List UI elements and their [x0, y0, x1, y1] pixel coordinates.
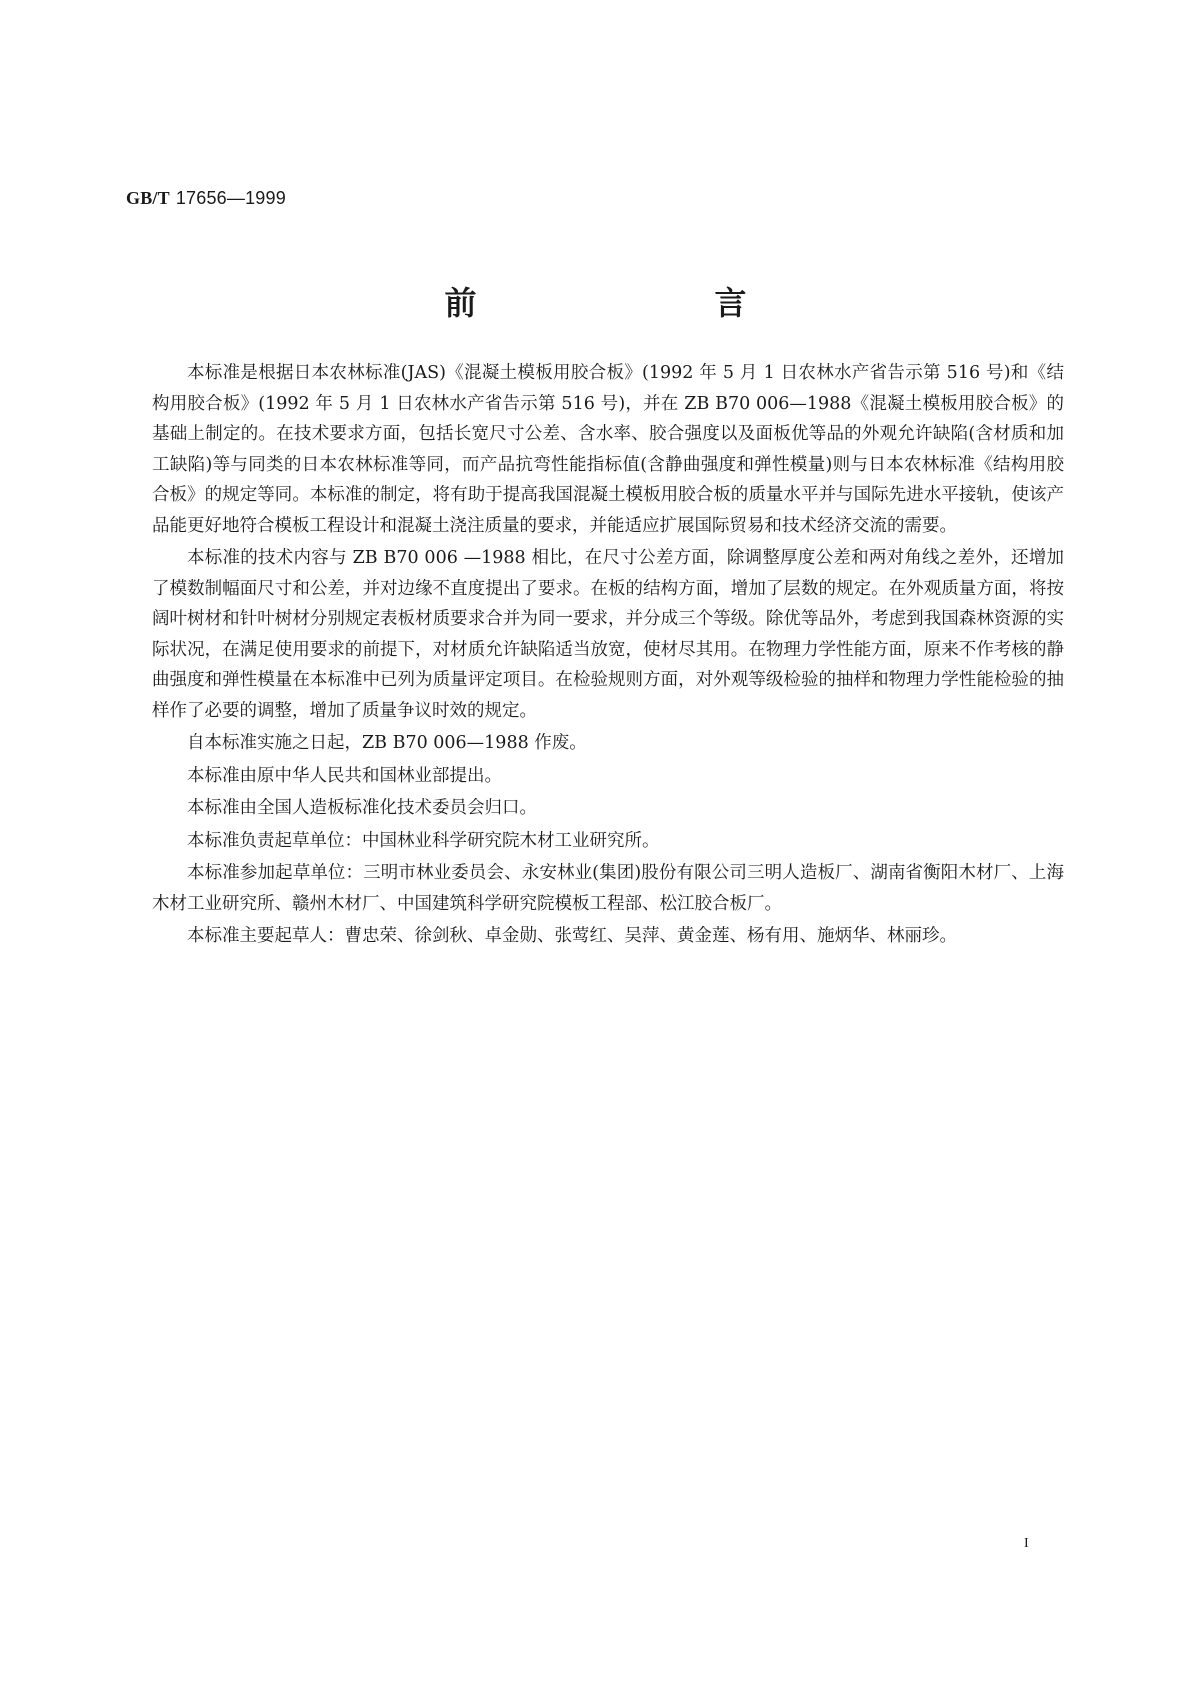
paragraph-main-drafters: 本标准主要起草人：曹忠荣、徐剑秋、卓金勋、张莺红、吴萍、黄金莲、杨有用、施炳华、林丽珍。: [187, 926, 957, 946]
paragraph-committee: 本标准由全国人造板标准化技术委员会归口。: [187, 798, 537, 818]
standard-code-number: 17656—1999: [175, 188, 286, 208]
paragraph-proposer: 本标准由原中华人民共和国林业部提出。: [187, 765, 502, 786]
paragraph-lead-drafter: 本标准负责起草单位：中国林业科学研究院木材工业研究所。: [187, 830, 660, 851]
standard-code: [126, 188, 286, 209]
foreword-body: [152, 358, 1064, 954]
paragraph-participating-drafters: 本标准参加起草单位：三明市林业委员会、永安林业(集团)股份有限公司三明人造板厂、湖南省衡阳木材厂、上海木材工业研究所、赣州木材厂、中国建筑科学研究院模板工程部、松江胶合板厂。: [152, 863, 1064, 914]
standard-code-prefix: GB/T: [126, 188, 170, 208]
paragraph-changes: 本标准的技术内容与 ZB B70 006 —1988 相比，在尺寸公差方面，除调整厚度公差和两对角线之差外，还增加了模数制幅面尺寸和公差，并对边缘不直度提出了要求。在板的结构方面，增加了层数的规定。在外观质量方面，将按阔叶树材和针叶树材分别规定表板材质要求合并为同一要求，并分成三个等级。除优等品外，考虑到我国森林资源的实际状况，在满足使用要求的前提下，对材质允许缺陷适当放宽，使材尽其用。在物理力学性能方面，原来不作考核的静曲强度和弹性模量在本标准中已列为质量评定项目。在检验规则方面，对外观等级检验的抽样和物理力学性能检验的抽样作了必要的调整，增加了质量争议时效的规定。: [152, 548, 1064, 721]
page-title: 前 言: [444, 284, 805, 322]
page-number: I: [1024, 1536, 1029, 1551]
paragraph-basis: 本标准是根据日本农林标准(JAS)《混凝土模板用胶合板》(1992 年 5 月 1 日农林水产省告示第 516 号)和《结构用胶合板》(1992 年 5 月 1 日农林水产省告示第 516 号)，并在 ZB B70 006—1988《混凝土模板用胶合板》的基础上制定的。在技术要求方面，包括长宽尺寸公差、含水率、胶合强度以及面板优等品的外观允许缺陷(含材质和加工缺陷)等与同类的日本农林标准等同，而产品抗弯性能指标值(含静曲强度和弹性模量)则与日本农林标准《结构用胶合板》的规定等同。本标准的制定，将有助于提高我国混凝土模板用胶合板的质量水平并与国际先进水平接轨，使该产品能更好地符合模板工程设计和混凝土浇注质量的要求，并能适应扩展国际贸易和技术经济交流的需要。: [152, 363, 1064, 536]
paragraph-supersedes: 自本标准实施之日起，ZB B70 006—1988 作废。: [187, 733, 587, 753]
